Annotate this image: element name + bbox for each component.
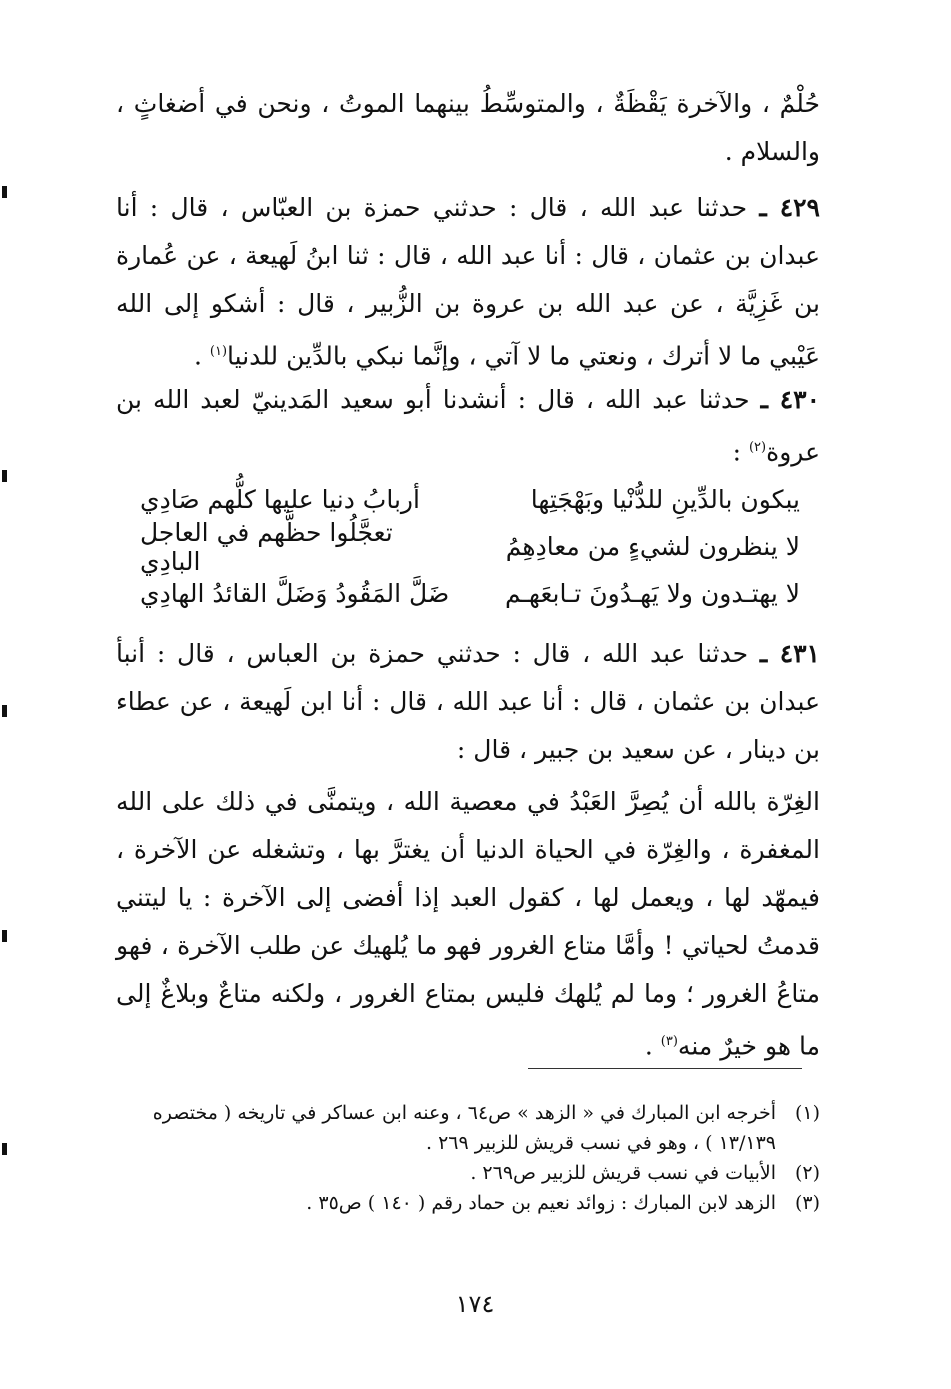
paragraph-429: ٤٢٩ ـ حدثنا عبد الله ، قال : حدثني حمزة بن العبّاس ، قال : أنا عبدان بن عثمان ، قال : أنا عبد الله ، قال : ثنا ابنُ لَهيعة ، عن عُمارة بن غَزِيَّة ، عن عبد الله بن عروة بن الزُّبير ، قال : أشكو إلى الله عَيْبي ما لا أترك ، ونعتي ما لا آتي ، وإنَّما نبكي بالدِّين للدنيا$^{(١)}$ . bbox=[116, 193, 820, 371]
poem bbox=[140, 476, 800, 617]
scan-edge-mark bbox=[2, 1143, 7, 1155]
footnote-text: أخرجه ابن المبارك في « الزهد » ص٦٤ ، وعنه ابن عساكر في تاريخه ( مختصره ١٣/١٣٩ ) ، وهو في نسب قريش للزبير ٢٦٩ . bbox=[152, 1102, 776, 1154]
verse-second-half: أربابُ دنيا عليها كلُّهم صَادِي bbox=[140, 485, 420, 514]
paragraph-continuation bbox=[116, 80, 820, 176]
verse-second-half: ضَلَّ المَقُودُ وَضَلَّ القائدُ الهادِي bbox=[140, 579, 450, 608]
paragraph-430: ٤٣٠ ـ حدثنا عبد الله ، قال : أنشدنا أبو سعيد المَدينيّ لعبد الله بن عروة$^{(٢)}$ : bbox=[116, 385, 821, 467]
paragraph-text: حدثنا عبد الله ، قال : أنشدنا أبو سعيد المَدينيّ لعبد الله بن عروة bbox=[116, 385, 820, 467]
footnote-number: (٢) bbox=[794, 1162, 820, 1184]
hadith-number: ٤٣٠ ـ bbox=[760, 385, 821, 414]
footnote-ref: (٣) bbox=[660, 1034, 678, 1049]
footnote bbox=[116, 1098, 820, 1158]
hadith-number: ٤٣١ ـ bbox=[759, 639, 820, 668]
footnote bbox=[116, 1188, 820, 1218]
poem-verse bbox=[140, 570, 800, 617]
page-number: ١٧٤ bbox=[455, 1290, 495, 1318]
hadith-number: ٤٢٩ ـ bbox=[759, 193, 820, 222]
paragraph-text: الغِرّة بالله أن يُصِرَّ العَبْدُ في معصية الله ، ويتمنَّى في ذلك على الله المغفرة ، والغِرّة في الحياة الدنيا أن يغترَّ بها ، وتشغله عن الآخرة ، فيمهّد لها ، ويعمل لها ، كقول العبد إذا أفضى إلى الآخرة : يا ليتني قدمتُ لحياتي ! وأمَّا متاع الغرور فهو ما يُلهيك عن طلب الآخرة ، فهو متاعُ الغرور ؛ وما لم يُلهك فليس بمتاع الغرور ، ولكنه متاعٌ وبلاغٌ إلى ما هو خيرٌ منه bbox=[116, 787, 820, 1061]
footnote-text: الأبيات في نسب قريش للزبير ص٢٦٩ . bbox=[470, 1162, 776, 1184]
paragraph-431 bbox=[116, 630, 820, 774]
paragraph-text: حدثنا عبد الله ، قال : حدثني حمزة بن العباس ، قال : أنبأ عبدان بن عثمان ، قال : أنا عبد الله ، قال : أنا ابن لَهيعة ، عن عطاء بن دينار ، عن سعيد بن جبير ، قال : bbox=[116, 639, 820, 764]
verse-second-half: تعجَّلُوا حظَّهم في العاجل البادِي bbox=[140, 517, 393, 576]
footnote-ref: (١) bbox=[209, 344, 228, 359]
scan-edge-mark bbox=[2, 186, 7, 198]
footnote bbox=[116, 1158, 820, 1188]
paragraph-saying: الغِرّة بالله أن يُصِرَّ العَبْدُ في معصية الله ، ويتمنَّى في ذلك على الله المغفرة ، والغِرّة في الحياة الدنيا أن يغترَّ بها ، وتشغله عن الآخرة ، فيمهّد لها ، ويعمل لها ، كقول العبد إذا أفضى إلى الآخرة : يا ليتني قدمتُ لحياتي ! وأمَّا متاع الغرور فهو ما يُلهيك عن طلب الآخرة ، فهو متاعُ الغرور ؛ وما لم يُلهك فليس بمتاع الغرور ، ولكنه متاعٌ وبلاغٌ إلى ما هو خيرٌ منه$^{(٣)}$ . bbox=[116, 787, 820, 1061]
footnote-separator bbox=[528, 1068, 802, 1069]
verse-first-half: يبكون بالدِّينِ للدُّنْيا وبَهْجَتِها bbox=[530, 485, 800, 514]
scan-edge-mark bbox=[2, 470, 7, 482]
footnote-number: (٣) bbox=[794, 1192, 820, 1214]
footnote-number: (١) bbox=[794, 1102, 820, 1124]
verse-first-half: لا ينظرون لشيءٍ من معادِهِمُ bbox=[505, 532, 800, 561]
poem-verse bbox=[140, 476, 800, 523]
scan-edge-mark bbox=[2, 930, 7, 942]
verse-first-half: لا يهتـدون ولا يَهـدُونَ تـابعَهـم bbox=[504, 579, 800, 608]
poem-verse bbox=[140, 517, 800, 576]
footnote-text: الزهد لابن المبارك : زوائد نعيم بن حماد رقم ( ١٤٠ ) ص٣٥ . bbox=[306, 1192, 776, 1214]
footnote-ref: (٢) bbox=[748, 440, 767, 455]
paragraph-text: حُلْمٌ ، والآخرة يَقْظَةٌ ، والمتوسِّطُ بينهما الموتُ ، ونحن في أضغاثٍ ، والسلام . bbox=[116, 89, 820, 166]
scan-edge-mark bbox=[2, 705, 7, 717]
footnotes bbox=[116, 1098, 820, 1218]
paragraph-text: حدثنا عبد الله ، قال : حدثني حمزة بن العبّاس ، قال : أنا عبدان بن عثمان ، قال : أنا عبد الله ، قال : ثنا ابنُ لَهيعة ، عن عُمارة بن غَزِيَّة ، عن عبد الله بن عروة بن الزُّبير ، قال : أشكو إلى الله عَيْبي ما لا أترك ، ونعتي ما لا آتي ، وإنَّما نبكي بالدِّين للدنيا bbox=[116, 193, 820, 371]
